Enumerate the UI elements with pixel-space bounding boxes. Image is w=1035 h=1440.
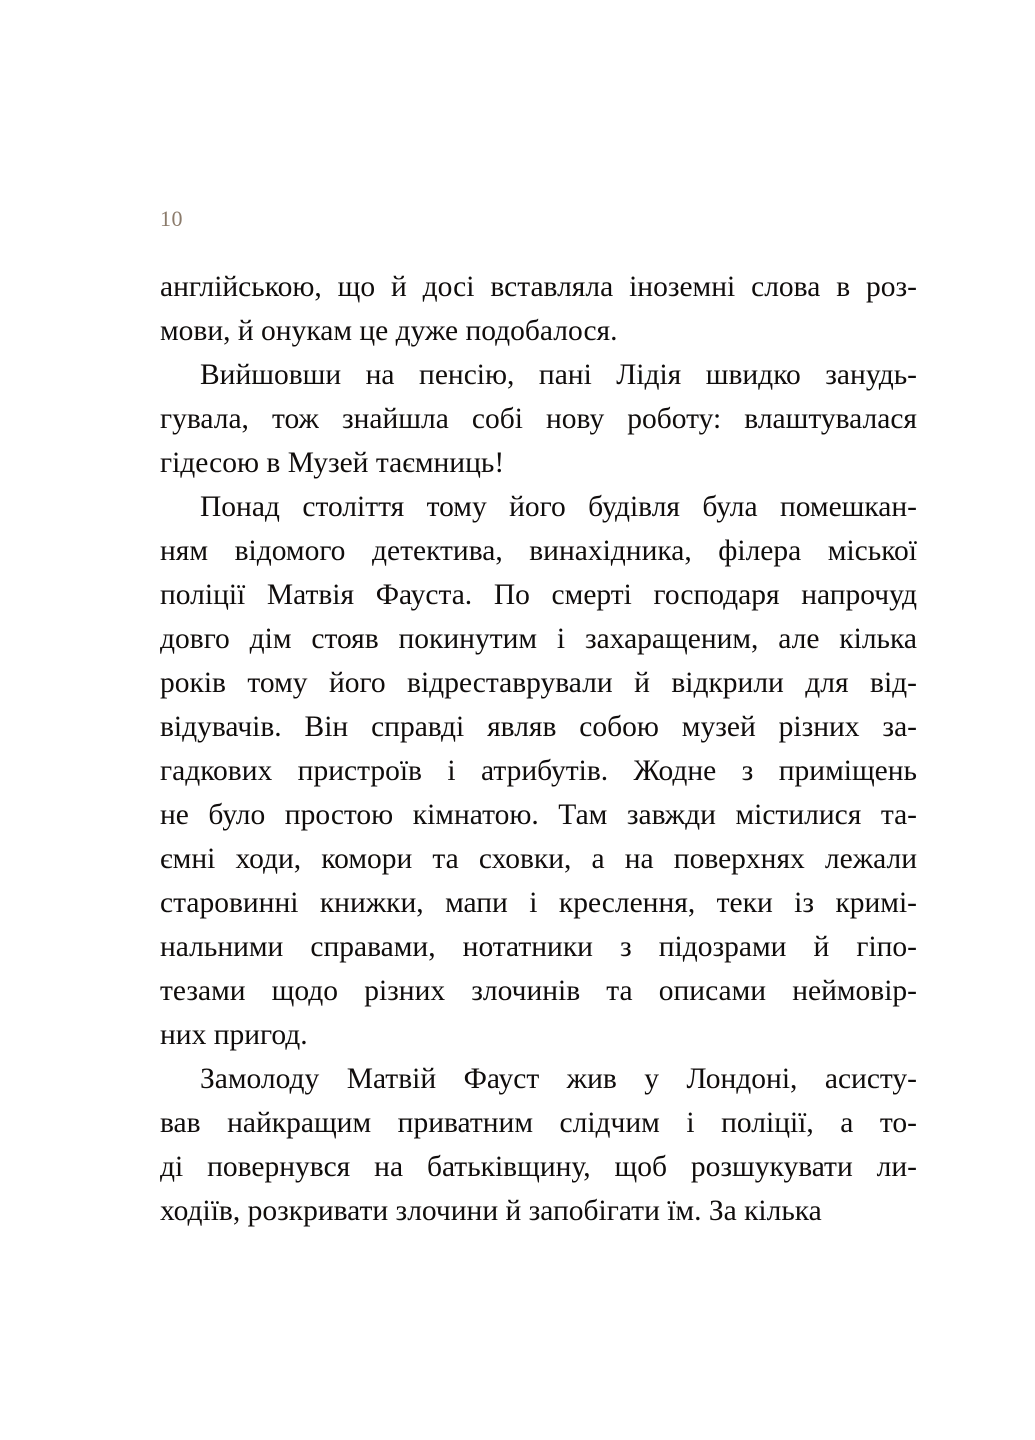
body-text-block — [160, 265, 917, 1233]
text-line: поліції Матвія Фауста. По смерті господаря напрочуд — [160, 579, 917, 611]
text-line: років тому його відреставрували й відкрили для від- — [160, 667, 917, 699]
text-line: не було простою кімнатою. Там завжди містилися та- — [160, 799, 917, 831]
text-line: Понад століття тому його будівля була помешкан- — [200, 491, 917, 523]
text-line: гувала, тож знайшла собі нову роботу: влаштувалася — [160, 403, 917, 435]
text-line: ходіїв, розкривати злочини й запобігати їм. За кілька — [160, 1195, 822, 1227]
text-line: Замолоду Матвій Фауст жив у Лондоні, асисту- — [200, 1063, 917, 1095]
paragraph — [160, 1057, 917, 1233]
text-line: вав найкращим приватним слідчим і поліції, а то- — [160, 1107, 917, 1139]
paragraph — [160, 485, 917, 1057]
text-line: гідесою в Музей таємниць! — [160, 447, 505, 479]
text-line: ємні ходи, комори та сховки, а на поверхнях лежали — [160, 843, 917, 875]
text-line: Вийшовши на пенсію, пані Лідія швидко занудь- — [200, 359, 917, 391]
text-line: старовинні книжки, мапи і креслення, теки із кримі- — [160, 887, 917, 919]
text-line: гадкових пристроїв і атрибутів. Жодне з приміщень — [160, 755, 917, 787]
text-line: тезами щодо різних злочинів та описами неймовір- — [160, 975, 917, 1007]
text-line: нальними справами, нотатники з підозрами й гіпо- — [160, 931, 917, 963]
text-line: англійською, що й досі вставляла іноземні слова в роз- — [160, 271, 917, 303]
text-line: довго дім стояв покинутим і захаращеним, але кілька — [160, 623, 917, 655]
page-number: 10 — [160, 206, 183, 231]
text-line: ді повернувся на батьківщину, щоб розшукувати ли- — [160, 1151, 917, 1183]
text-line: відувачів. Він справді являв собою музей різних за- — [160, 711, 917, 743]
text-line: них пригод. — [160, 1019, 308, 1051]
text-line: ням відомого детектива, винахідника, філера міської — [160, 535, 917, 567]
text-line: мови, й онукам це дуже подобалося. — [160, 315, 618, 347]
paragraph — [160, 353, 917, 485]
paragraph — [160, 265, 917, 353]
